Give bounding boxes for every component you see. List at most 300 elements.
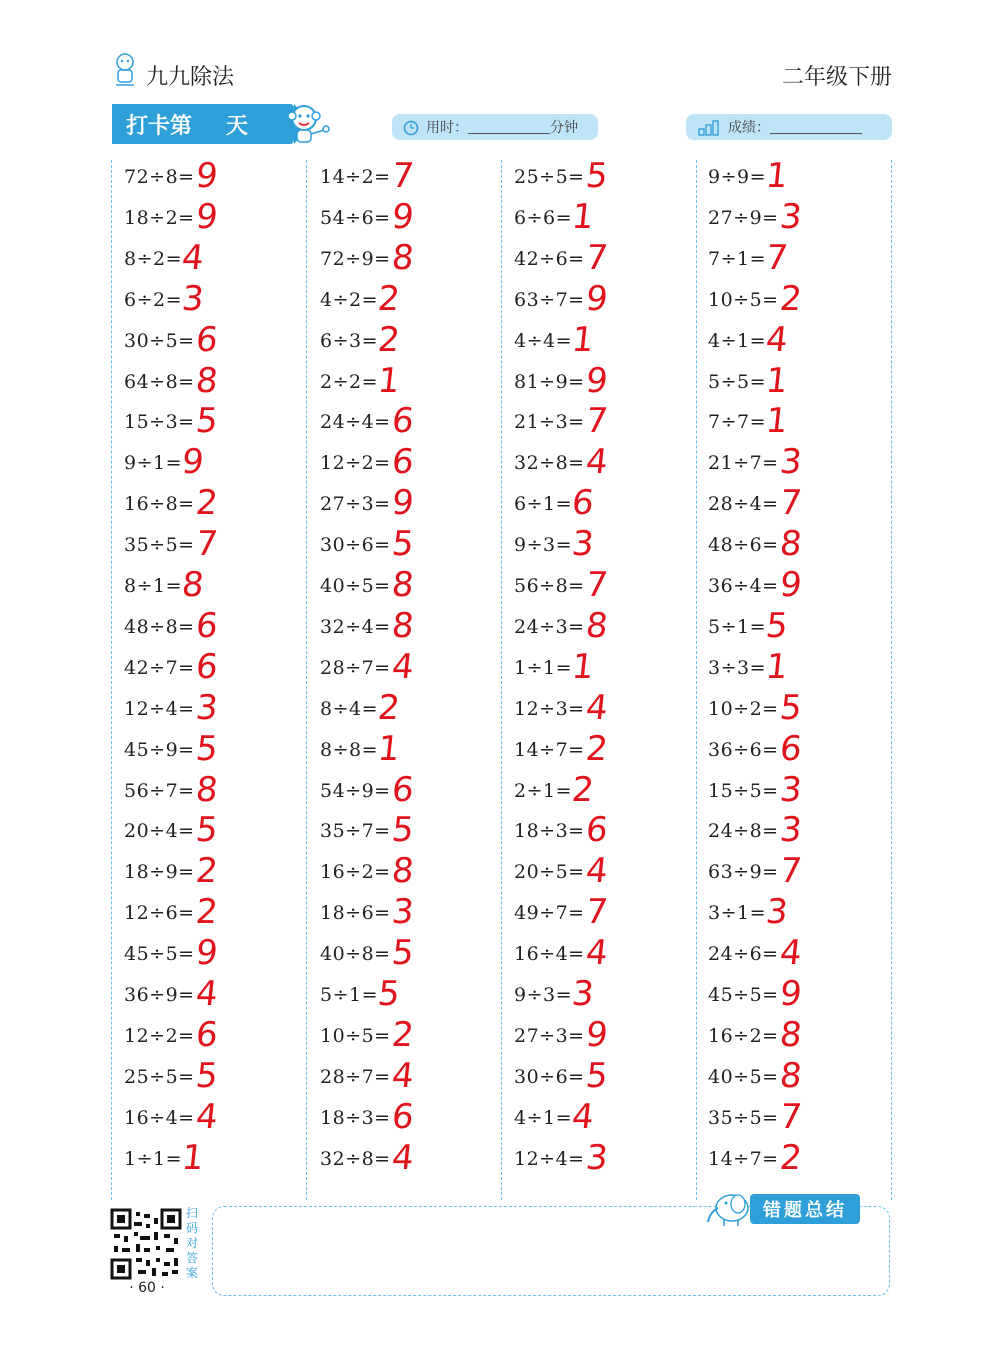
division-question: 15÷5= — [708, 779, 779, 802]
handwritten-answer: 9 — [777, 974, 804, 1014]
handwritten-answer: 8 — [193, 769, 220, 810]
division-question: 4÷2= — [320, 288, 379, 311]
division-question: 48÷6= — [708, 534, 779, 557]
problem-row — [308, 524, 498, 569]
division-question: 12÷4= — [514, 1147, 585, 1170]
division-question: 3÷3= — [708, 656, 767, 679]
handwritten-answer: 6 — [389, 401, 416, 442]
handwritten-answer: 9 — [583, 1014, 610, 1055]
problem-row — [696, 1096, 886, 1142]
division-question: 7÷7= — [708, 411, 767, 434]
handwritten-answer: 3 — [777, 769, 804, 810]
problem-row — [502, 196, 692, 242]
division-question: 9÷1= — [124, 452, 183, 475]
grade-label: 二年级下册 — [781, 65, 892, 90]
handwritten-answer: 8 — [777, 1014, 804, 1055]
problem-row — [696, 360, 886, 406]
handwritten-answer: 3 — [763, 892, 790, 933]
score-label: 成绩： — [728, 120, 770, 136]
handwritten-answer: 5 — [193, 401, 220, 442]
problem-row — [502, 1096, 692, 1142]
handwritten-answer: 2 — [193, 892, 220, 933]
division-question: 21÷3= — [514, 411, 585, 434]
score-input-line[interactable] — [770, 121, 862, 134]
problem-row — [502, 1014, 692, 1060]
division-question: 36÷9= — [124, 984, 195, 1006]
problem-row — [308, 237, 498, 283]
divider-line — [891, 160, 892, 1200]
problem-row — [696, 687, 886, 733]
problem-row — [696, 1055, 886, 1101]
problem-row — [308, 1137, 498, 1183]
page-number: · 60 · — [129, 1280, 165, 1296]
division-question: 15÷3= — [124, 411, 195, 434]
division-question: 36÷6= — [708, 738, 779, 761]
handwritten-answer: 2 — [375, 278, 402, 319]
handwritten-answer: 4 — [179, 237, 206, 278]
handwritten-answer: 6 — [777, 728, 804, 769]
handwritten-answer: 7 — [583, 892, 610, 933]
division-question: 10÷2= — [708, 697, 779, 720]
division-question: 4÷1= — [708, 329, 767, 352]
problem-row — [502, 237, 692, 283]
problem-row — [502, 483, 692, 528]
problem-row — [308, 196, 498, 242]
problem-row — [502, 851, 692, 896]
handwritten-answer: 7 — [389, 156, 416, 196]
problem-row — [112, 278, 302, 324]
division-question: 2÷2= — [320, 370, 379, 393]
division-question: 36÷4= — [708, 575, 779, 597]
handwritten-answer: 4 — [763, 319, 790, 360]
problem-row — [502, 442, 692, 487]
problem-row — [502, 933, 692, 978]
division-question: 12÷2= — [124, 1024, 195, 1047]
problem-row — [112, 810, 302, 855]
handwritten-answer: 8 — [777, 524, 804, 565]
day-suffix: 天 — [226, 113, 249, 139]
problem-row — [308, 1014, 498, 1060]
handwritten-answer: 1 — [763, 401, 790, 442]
handwritten-answer: 5 — [777, 687, 804, 728]
problem-row — [112, 196, 302, 242]
problem-row — [502, 565, 692, 610]
divider-line — [306, 160, 307, 1200]
problem-row — [502, 1137, 692, 1183]
handwritten-answer: 6 — [389, 442, 416, 483]
division-question: 28÷4= — [708, 493, 779, 516]
division-question: 3÷1= — [708, 902, 767, 925]
handwritten-answer: 3 — [193, 687, 220, 728]
handwritten-answer: 4 — [583, 933, 610, 974]
problem-row — [308, 565, 498, 610]
mistake-summary-label: 错题总结 — [750, 1194, 860, 1224]
problem-row — [696, 646, 886, 692]
time-unit: 分钟 — [550, 120, 578, 136]
division-question: 12÷2= — [320, 452, 391, 475]
handwritten-answer: 1 — [375, 360, 402, 401]
handwritten-answer: 2 — [777, 278, 804, 319]
mascot-icon — [110, 52, 140, 86]
problem-row — [502, 1055, 692, 1101]
division-question: 8÷8= — [320, 738, 379, 761]
handwritten-answer: 8 — [389, 237, 416, 278]
problem-row — [308, 605, 498, 651]
handwritten-answer: 9 — [583, 278, 610, 319]
division-question: 56÷7= — [124, 779, 195, 802]
handwritten-answer: 2 — [777, 1137, 804, 1178]
division-question: 56÷8= — [514, 575, 585, 597]
checkin-label: 打卡第 — [126, 113, 193, 139]
division-question: 18÷3= — [514, 820, 585, 843]
handwritten-answer: 3 — [583, 1137, 610, 1178]
division-question: 14÷7= — [514, 738, 585, 761]
handwritten-answer: 9 — [193, 196, 220, 237]
problem-row — [308, 974, 498, 1019]
division-question: 8÷2= — [124, 247, 183, 270]
handwritten-answer: 1 — [763, 646, 790, 687]
handwritten-answer: 4 — [583, 851, 610, 892]
handwritten-answer: 6 — [389, 1096, 416, 1137]
division-question: 32÷4= — [320, 615, 391, 638]
division-question: 18÷9= — [124, 861, 195, 884]
problem-row — [308, 851, 498, 896]
handwritten-answer: 9 — [193, 933, 220, 974]
time-input-line[interactable] — [468, 121, 550, 134]
time-box — [392, 114, 598, 140]
handwritten-answer: 3 — [569, 974, 596, 1014]
handwritten-answer: 2 — [375, 319, 402, 360]
problem-row — [112, 319, 302, 365]
problem-row — [112, 769, 302, 815]
division-question: 8÷4= — [320, 697, 379, 720]
problem-row — [112, 1014, 302, 1060]
handwritten-answer: 8 — [389, 605, 416, 646]
problem-row — [112, 974, 302, 1019]
division-question: 30÷6= — [514, 1065, 585, 1088]
handwritten-answer: 7 — [777, 851, 804, 892]
division-question: 40÷5= — [708, 1065, 779, 1088]
handwritten-answer: 9 — [179, 442, 206, 483]
problem-row — [696, 442, 886, 487]
problem-row — [308, 810, 498, 855]
score-box — [686, 114, 892, 140]
handwritten-answer: 7 — [583, 401, 610, 442]
division-question: 24÷3= — [514, 615, 585, 638]
problem-row — [112, 892, 302, 937]
checkin-banner — [112, 104, 294, 144]
division-question: 25÷5= — [124, 1065, 195, 1088]
problem-row — [696, 524, 886, 569]
problem-row — [308, 319, 498, 365]
division-question: 35÷7= — [320, 820, 391, 843]
division-question: 10÷5= — [320, 1024, 391, 1047]
problem-row — [502, 319, 692, 365]
division-question: 27÷9= — [708, 206, 779, 229]
division-question: 7÷1= — [708, 247, 767, 270]
handwritten-answer: 4 — [389, 1055, 416, 1096]
division-question: 4÷1= — [514, 1106, 573, 1129]
handwritten-answer: 8 — [583, 605, 610, 646]
division-question: 54÷9= — [320, 779, 391, 802]
problem-row — [502, 401, 692, 446]
problem-row — [112, 1096, 302, 1142]
division-question: 14÷2= — [320, 166, 391, 188]
handwritten-answer: 9 — [389, 196, 416, 237]
handwritten-answer: 5 — [583, 1055, 610, 1096]
division-question: 18÷6= — [320, 902, 391, 925]
problem-row — [696, 933, 886, 978]
problem-row — [308, 278, 498, 324]
handwritten-answer: 1 — [763, 156, 790, 196]
problem-row — [112, 237, 302, 283]
problem-row — [308, 728, 498, 774]
handwritten-answer: 3 — [569, 524, 596, 565]
clock-icon — [402, 118, 420, 136]
division-question: 81÷9= — [514, 370, 585, 393]
problem-row — [308, 442, 498, 487]
division-question: 2÷1= — [514, 779, 573, 802]
division-question: 21÷7= — [708, 452, 779, 475]
handwritten-answer: 3 — [777, 810, 804, 851]
handwritten-answer: 4 — [777, 933, 804, 974]
division-question: 32÷8= — [320, 1147, 391, 1170]
handwritten-answer: 3 — [389, 892, 416, 933]
problem-row — [112, 156, 302, 201]
handwritten-answer: 3 — [179, 278, 206, 319]
problem-row — [696, 605, 886, 651]
problem-row — [112, 687, 302, 733]
problem-row — [308, 483, 498, 528]
problem-row — [696, 1137, 886, 1183]
division-question: 45÷5= — [124, 943, 195, 966]
handwritten-answer: 2 — [569, 769, 596, 810]
scan-for-answers-label: 扫码对答案 — [186, 1206, 199, 1280]
problem-row — [112, 565, 302, 610]
qr-code-icon[interactable] — [110, 1208, 182, 1280]
problem-row — [696, 565, 886, 610]
problem-row — [696, 196, 886, 242]
division-question: 12÷4= — [124, 697, 195, 720]
handwritten-answer: 1 — [569, 196, 596, 237]
handwritten-answer: 1 — [763, 360, 790, 401]
problem-row — [112, 1055, 302, 1101]
handwritten-answer: 9 — [389, 483, 416, 524]
handwritten-answer: 5 — [193, 728, 220, 769]
handwritten-answer: 7 — [583, 565, 610, 605]
problem-row — [502, 646, 692, 692]
division-question: 49÷7= — [514, 902, 585, 925]
problem-row — [502, 687, 692, 733]
handwritten-answer: 1 — [569, 319, 596, 360]
problem-row — [112, 646, 302, 692]
division-question: 42÷6= — [514, 247, 585, 270]
problem-row — [696, 483, 886, 528]
handwritten-answer: 6 — [583, 810, 610, 851]
division-question: 16÷4= — [124, 1106, 195, 1129]
problem-row — [502, 810, 692, 855]
handwritten-answer: 9 — [193, 156, 220, 196]
division-question: 28÷7= — [320, 656, 391, 679]
podium-icon — [698, 118, 720, 136]
division-question: 45÷9= — [124, 738, 195, 761]
handwritten-answer: 2 — [389, 1014, 416, 1055]
handwritten-answer: 5 — [193, 810, 220, 851]
division-question: 40÷8= — [320, 943, 391, 966]
problem-row — [112, 605, 302, 651]
problem-row — [696, 319, 886, 365]
handwritten-answer: 4 — [389, 1137, 416, 1178]
division-question: 1÷1= — [514, 656, 573, 679]
handwritten-answer: 6 — [193, 319, 220, 360]
division-question: 27÷3= — [320, 493, 391, 516]
handwritten-answer: 9 — [583, 360, 610, 401]
elephant-icon — [704, 1188, 754, 1228]
division-question: 16÷4= — [514, 943, 585, 966]
handwritten-answer: 7 — [763, 237, 790, 278]
handwritten-answer: 4 — [193, 974, 220, 1014]
division-question: 9÷3= — [514, 534, 573, 557]
problem-row — [696, 810, 886, 855]
division-question: 42÷7= — [124, 656, 195, 679]
problem-row — [502, 156, 692, 201]
handwritten-answer: 8 — [389, 565, 416, 605]
division-question: 5÷5= — [708, 370, 767, 393]
handwritten-answer: 7 — [777, 1096, 804, 1137]
division-question: 20÷4= — [124, 820, 195, 843]
handwritten-answer: 2 — [375, 687, 402, 728]
division-question: 18÷2= — [124, 206, 195, 229]
problem-row — [308, 687, 498, 733]
division-question: 16÷2= — [320, 861, 391, 884]
problem-row — [308, 360, 498, 406]
division-question: 8÷1= — [124, 575, 183, 597]
handwritten-answer: 3 — [777, 442, 804, 483]
handwritten-answer: 7 — [583, 237, 610, 278]
division-question: 9÷3= — [514, 984, 573, 1006]
handwritten-answer: 6 — [389, 769, 416, 810]
problem-row — [696, 278, 886, 324]
problem-row — [696, 851, 886, 896]
division-question: 18÷3= — [320, 1106, 391, 1129]
handwritten-answer: 5 — [389, 524, 416, 565]
handwritten-answer: 1 — [569, 646, 596, 687]
handwritten-answer: 7 — [777, 483, 804, 524]
problem-row — [112, 483, 302, 528]
division-question: 6÷6= — [514, 206, 573, 229]
division-question: 24÷6= — [708, 943, 779, 966]
division-question: 64÷8= — [124, 370, 195, 393]
monkey-icon — [282, 98, 332, 148]
division-question: 27÷3= — [514, 1024, 585, 1047]
handwritten-answer: 4 — [583, 442, 610, 483]
problem-row — [696, 237, 886, 283]
problem-row — [502, 974, 692, 1019]
handwritten-answer: 8 — [389, 851, 416, 892]
problem-row — [112, 360, 302, 406]
problem-row — [308, 1096, 498, 1142]
handwritten-answer: 5 — [193, 1055, 220, 1096]
handwritten-answer: 7 — [193, 524, 220, 565]
handwritten-answer: 8 — [777, 1055, 804, 1096]
division-question: 63÷7= — [514, 288, 585, 311]
division-question: 6÷2= — [124, 288, 183, 311]
handwritten-answer: 1 — [375, 728, 402, 769]
division-question: 72÷9= — [320, 247, 391, 270]
division-question: 63÷9= — [708, 861, 779, 884]
division-question: 12÷6= — [124, 902, 195, 925]
problem-row — [112, 728, 302, 774]
problem-row — [502, 769, 692, 815]
problem-row — [308, 769, 498, 815]
problem-row — [502, 360, 692, 406]
problem-row — [696, 401, 886, 446]
problem-row — [696, 769, 886, 815]
division-question: 10÷5= — [708, 288, 779, 311]
problem-row — [112, 933, 302, 978]
handwritten-answer: 1 — [179, 1137, 206, 1178]
problem-row — [502, 892, 692, 937]
problem-row — [112, 1137, 302, 1183]
division-question: 40÷5= — [320, 575, 391, 597]
division-question: 9÷9= — [708, 166, 767, 188]
handwritten-answer: 6 — [193, 646, 220, 687]
division-question: 54÷6= — [320, 206, 391, 229]
division-question: 5÷1= — [320, 984, 379, 1006]
division-question: 30÷5= — [124, 329, 195, 352]
problem-row — [696, 728, 886, 774]
problem-row — [502, 728, 692, 774]
problem-row — [696, 892, 886, 937]
division-question: 45÷5= — [708, 984, 779, 1006]
problem-row — [308, 1055, 498, 1101]
problem-row — [308, 401, 498, 446]
division-question: 16÷2= — [708, 1024, 779, 1047]
division-question: 24÷8= — [708, 820, 779, 843]
handwritten-answer: 6 — [569, 483, 596, 524]
problem-row — [696, 974, 886, 1019]
division-question: 6÷3= — [320, 329, 379, 352]
division-question: 32÷8= — [514, 452, 585, 475]
problem-row — [308, 933, 498, 978]
handwritten-answer: 8 — [179, 565, 206, 605]
handwritten-answer: 8 — [193, 360, 220, 401]
problem-row — [696, 1014, 886, 1060]
handwritten-answer: 5 — [763, 605, 790, 646]
division-question: 1÷1= — [124, 1147, 183, 1170]
division-question: 48÷8= — [124, 615, 195, 638]
division-question: 12÷3= — [514, 697, 585, 720]
division-question: 72÷8= — [124, 166, 195, 188]
division-question: 30÷6= — [320, 534, 391, 557]
division-question: 14÷7= — [708, 1147, 779, 1170]
division-question: 20÷5= — [514, 861, 585, 884]
handwritten-answer: 5 — [389, 810, 416, 851]
problem-row — [308, 892, 498, 937]
handwritten-answer: 5 — [389, 933, 416, 974]
division-question: 35÷5= — [708, 1106, 779, 1129]
handwritten-answer: 4 — [583, 687, 610, 728]
handwritten-answer: 3 — [777, 196, 804, 237]
problem-row — [502, 605, 692, 651]
handwritten-answer: 4 — [389, 646, 416, 687]
handwritten-answer: 2 — [583, 728, 610, 769]
division-question: 24÷4= — [320, 411, 391, 434]
problem-row — [112, 442, 302, 487]
division-question: 25÷5= — [514, 166, 585, 188]
handwritten-answer: 9 — [777, 565, 804, 605]
division-question: 4÷4= — [514, 329, 573, 352]
